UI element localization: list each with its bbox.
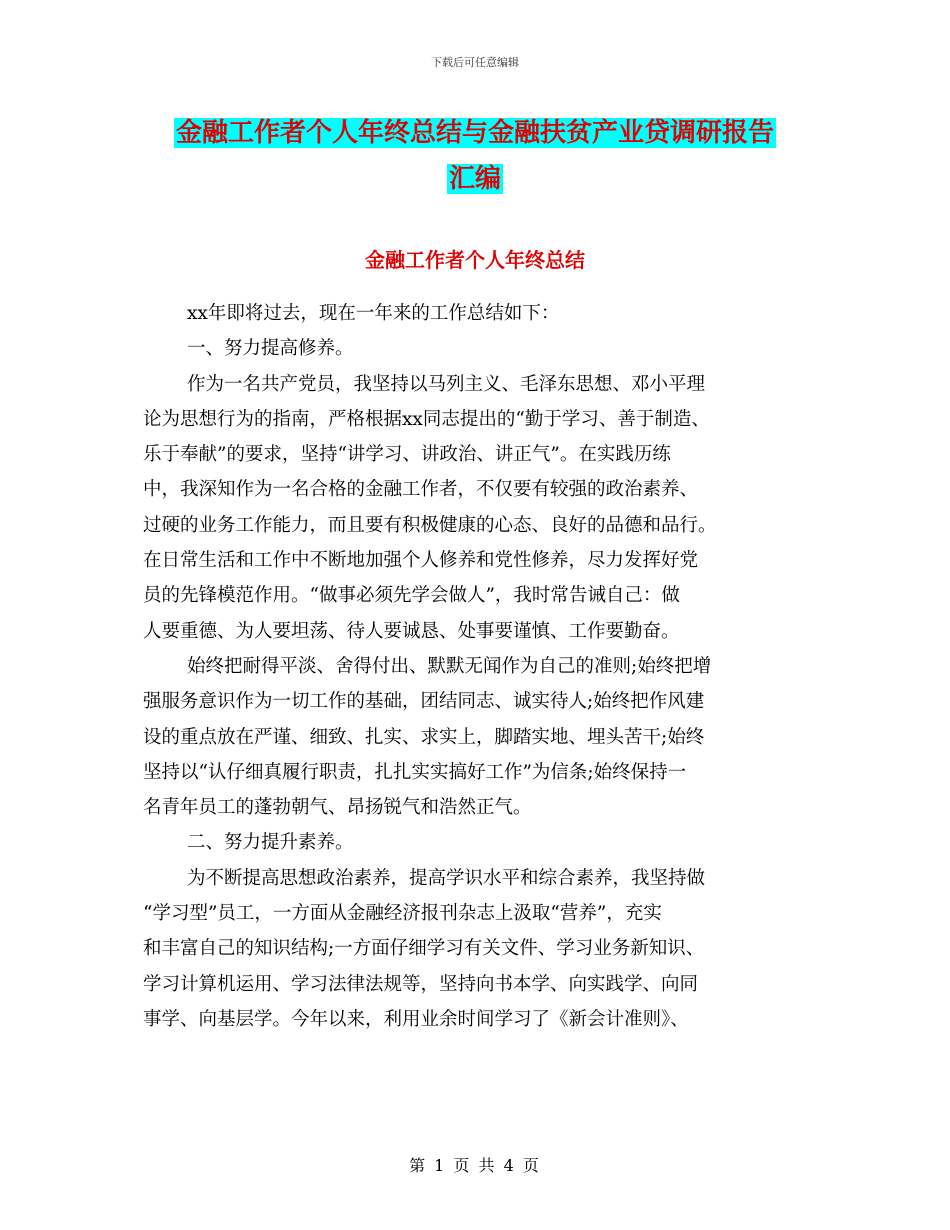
paragraph-line: 设的重点放在严谨、细致、扎实、求实上，脚踏实地、埋头苦干;始终 (143, 726, 705, 748)
paragraph-line: 人要重德、为人要坦荡、待人要诚恳、处事要谨慎、工作要勤奋。 (143, 620, 680, 642)
paragraph-line: xx年即将过去，现在一年来的工作总结如下： (187, 303, 560, 324)
section-title: 金融工作者个人年终总结 (365, 248, 585, 272)
header-note: 下载后可任意编辑 (431, 56, 519, 69)
paragraph-line: 强服务意识作为一切工作的基础，团结同志、诚实待人;始终把作风建 (143, 691, 705, 713)
paragraph-line: 过硬的业务工作能力，而且要有积极健康的心态、良好的品德和品行。 (143, 514, 717, 536)
document-title (0, 110, 950, 202)
document-title-line-2: 汇编 (448, 164, 501, 194)
paragraph-line: 名青年员工的蓬勃朝气、昂扬锐气和浩然正气。 (143, 797, 532, 819)
paragraph-line: 论为思想行为的指南，严格根据xx同志提出的“勤于学习、善于制造、 (143, 408, 710, 430)
body-text (143, 296, 823, 1037)
paragraph-line: 员的先锋模范作用。“做事必须先学会做人”，我时常告诫自己：做 (143, 585, 680, 607)
paragraph-line: 事学、向基层学。今年以来，利用业余时间学习了《新会计准则》、 (143, 1008, 689, 1030)
paragraph-line: 中，我深知作为一名合格的金融工作者，不仅要有较强的政治素养、 (143, 479, 699, 501)
paragraph-line: 二、努力提升素养。 (187, 832, 354, 854)
paragraph-line: 乐于奉献”的要求，坚持“讲学习、讲政治、讲正气”。在实践历练 (143, 444, 671, 466)
paragraph-line: 一、努力提高修养。 (187, 338, 354, 360)
paragraph-line: “学习型”员工，一方面从金融经济报刊杂志上汲取“营养”，充实 (143, 903, 662, 925)
document-title-line-1: 金融工作者个人年终总结与金融扶贫产业贷调研报告 (175, 118, 774, 148)
paragraph-line: 坚持以“认仔细真履行职责，扎扎实实搞好工作”为信条;始终保持一 (143, 761, 687, 783)
paragraph-line: 作为一名共产党员，我坚持以马列主义、毛泽东思想、邓小平理 (187, 373, 706, 395)
paragraph-line: 始终把耐得平淡、舍得付出、默默无闻作为自己的准则;始终把增 (187, 655, 712, 677)
paragraph-line: 在日常生活和工作中不断地加强个人修养和党性修养，尽力发挥好党 (143, 550, 699, 572)
paragraph-line: 为不断提高思想政治素养，提高学识水平和综合素养，我坚持做 (187, 867, 706, 889)
paragraph-line: 和丰富自己的知识结构;一方面仔细学习有关文件、学习业务新知识、 (143, 938, 705, 960)
paragraph-line: 学习计算机运用、学习法律法规等，坚持向书本学、向实践学、向同 (143, 973, 699, 995)
page-footer: 第 1 页 共 4 页 (409, 1156, 541, 1175)
